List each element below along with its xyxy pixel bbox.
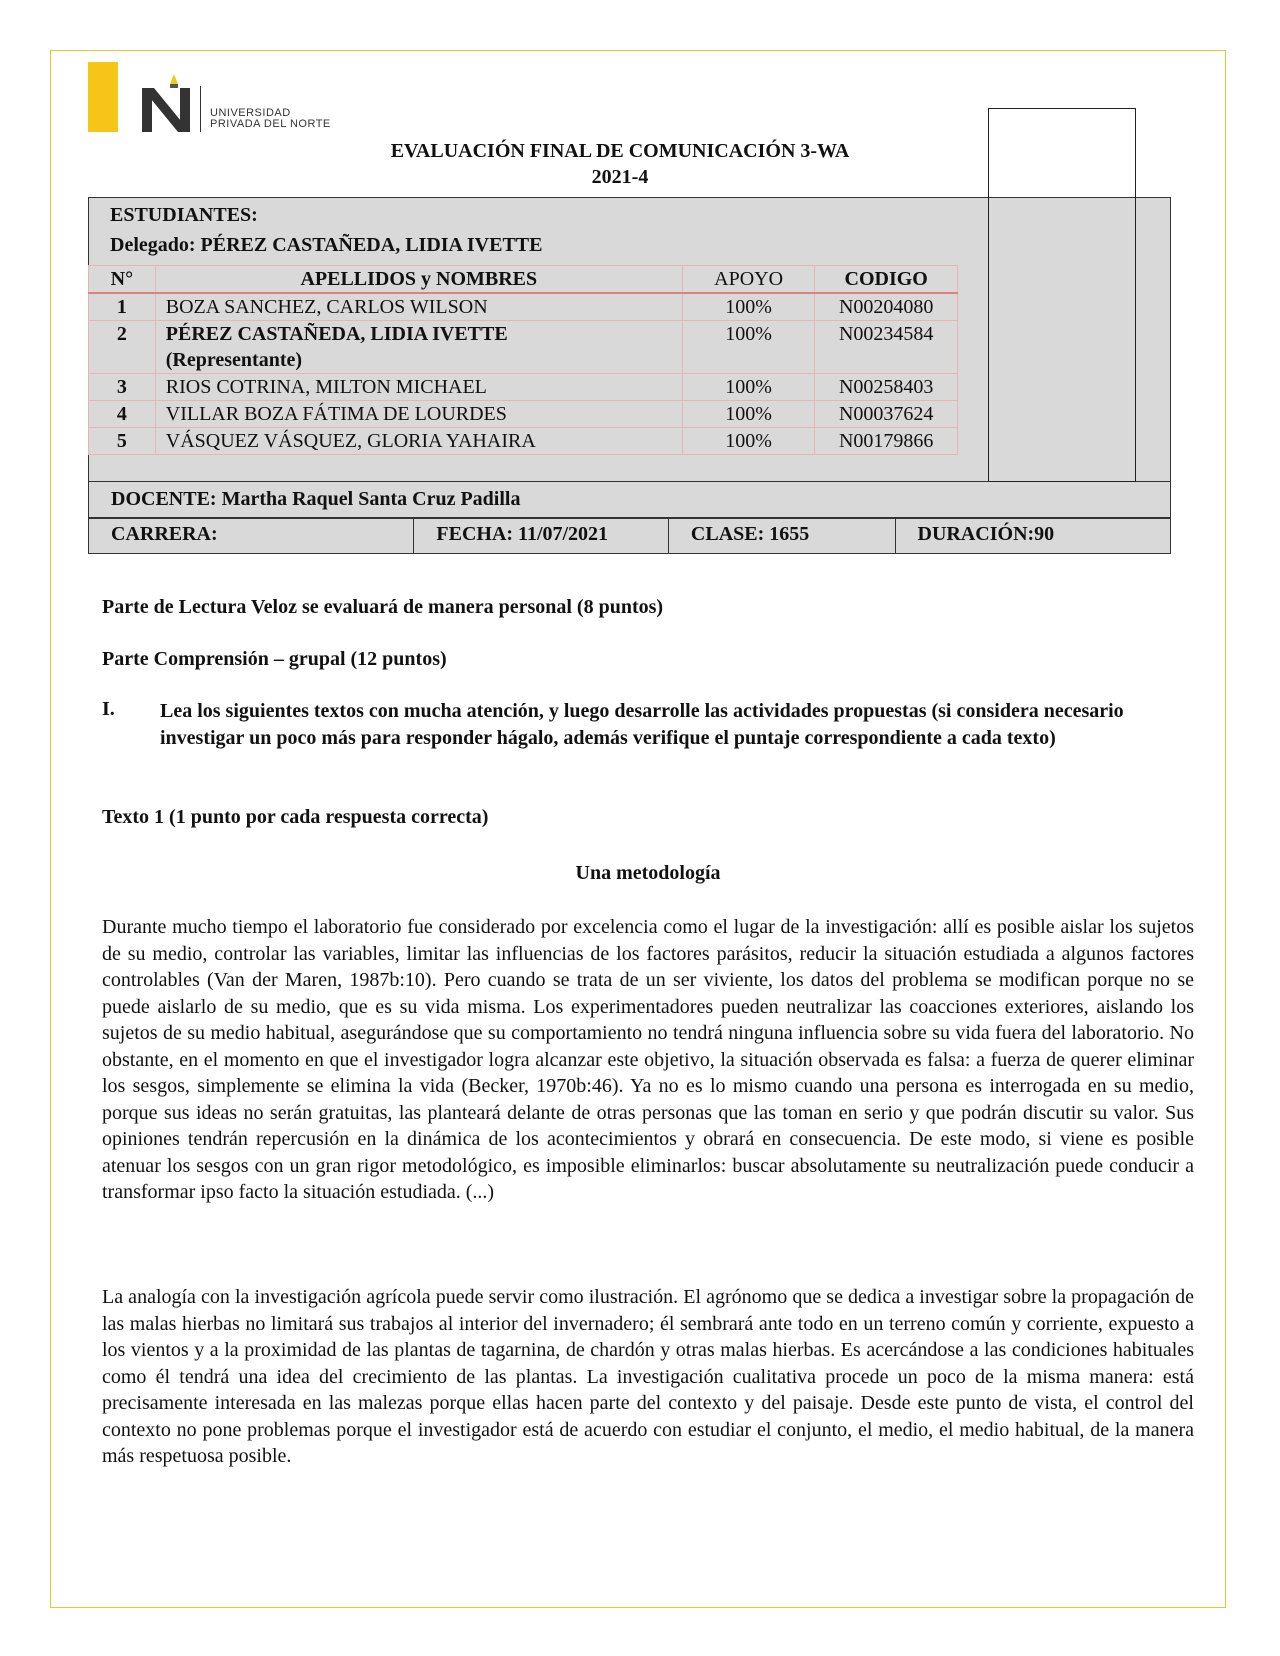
logo-divider: [200, 86, 201, 132]
col-support: APOYO: [682, 266, 815, 294]
table-row: [89, 401, 958, 428]
row-name: [155, 321, 682, 374]
duracion-cell: DURACIÓN:90: [917, 523, 1055, 545]
reading-title: Una metodología: [575, 862, 721, 884]
row-support: 100%: [682, 293, 815, 321]
university-line1: UNIVERSIDAD: [210, 107, 291, 119]
row-number: 3: [89, 374, 156, 401]
docente-label: DOCENTE: Martha Raquel Santa Cruz Padilla: [111, 488, 521, 510]
university-line2: PRIVADA DEL NORTE: [210, 118, 331, 130]
reading-paragraph-2: La analogía con la investigación agrícola puede servir como ilustración. El agrónomo que se dedica a investigar sobre la propagación de las malas hierbas no limitará sus trabajos al interior del invernadero; él sembrará ante todo en un terreno común y corriente, expuesto a los vientos y a la proximidad de las plantas de tagarnina, de chardón y otras malas hierbas. Es acercándose a las condiciones habituales como él tendrá una idea del crecimiento de las plantas. La investigación cualitativa procede un poco de la misma manera: está precisamente interesada en las malezas porque ellas hacen parte del contexto y del paisaje. Desde este punto de vista, el control del contexto no pone problemas porque el investigador está de acuerdo con estudiar el conjunto, el medio, el medio habitual, de la manera más respetuosa posible.: [102, 1286, 1194, 1467]
photo-box-inner: [988, 197, 1136, 482]
table-header-row: [89, 266, 958, 294]
delegate-label: Delegado: PÉREZ CASTAÑEDA, LIDIA IVETTE: [110, 234, 543, 256]
carrera-cell: CARRERA:: [89, 519, 414, 553]
table-row: [89, 428, 958, 455]
row-support: 100%: [682, 321, 815, 374]
university-name: [210, 108, 331, 130]
row-support: 100%: [682, 401, 815, 428]
university-logo-icon: [140, 72, 196, 134]
row-name: VÁSQUEZ VÁSQUEZ, GLORIA YAHAIRA: [155, 428, 682, 455]
texto1-heading: Texto 1 (1 punto por cada respuesta correcta): [102, 806, 489, 828]
row-code: N00258403: [815, 374, 958, 401]
logo-yellow-bar: [88, 62, 118, 132]
row-support: 100%: [682, 374, 815, 401]
row-code: N00204080: [815, 293, 958, 321]
exam-title: EVALUACIÓN FINAL DE COMUNICACIÓN 3-WA: [390, 140, 850, 162]
row-number: 4: [89, 401, 156, 428]
table-row: [89, 321, 958, 374]
table-row: [89, 293, 958, 321]
row-support: 100%: [682, 428, 815, 455]
row-code: N00179866: [815, 428, 958, 455]
row-name-note: (Representante): [165, 349, 303, 371]
reading-paragraph-1: Durante mucho tiempo el laboratorio fue considerado por excelencia como el lugar de la investigación: allí es posible aislar los sujetos de su medio, controlar las variables, limitar las influencias de los factores parásitos, reducir la situación estudiada a algunos factores controlables (Van der Maren, 1987b:10). Pero cuando se trata de un ser viviente, los datos del problema se modifican porque no se puede aislarlo de su medio, que es su vida misma. Los experimentadores pueden neutralizar las coacciones exteriores, aislando los sujetos de su medio habitual, asegurándose que su comportamiento no tendrá ninguna influencia sobre su vida fuera del laboratorio. No obstante, en el momento en que el investigador logra alcanzar este objetivo, la situación observada es falsa: a fuerza de querer eliminar los sesgos, simplemente se elimina la vida (Becker, 1970b:46). Ya no es lo mismo cuando una persona es interrogada en su medio, porque sus ideas no serán gratuitas, las planteará delante de otras personas que las toman en serio y que podrán discutir su valor. Sus opiniones tendrán repercusión en la dinámica de los acontecimientos y obrará en consecuencia. De este modo, si viene es posible atenuar los sesgos con un gran rigor metodológico, es imposible eliminarlos: buscar absolutamente su neutralización puede conducir a transformar ipso facto la situación estudiada. (...): [102, 916, 1194, 1203]
exam-period: 2021-4: [591, 166, 649, 188]
table-row: [89, 374, 958, 401]
instruction-number: I.: [102, 698, 115, 720]
info-row: [88, 518, 1171, 554]
row-number: 2: [89, 321, 156, 374]
fecha-cell: FECHA: 11/07/2021: [414, 519, 669, 553]
col-name: APELLIDOS y NOMBRES: [155, 266, 682, 294]
col-number: N°: [89, 266, 156, 294]
row-name-text: PÉREZ CASTAÑEDA, LIDIA IVETTE: [165, 323, 508, 345]
row-name: BOZA SANCHEZ, CARLOS WILSON: [155, 293, 682, 321]
docente-row: [88, 482, 1171, 518]
row-number: 5: [89, 428, 156, 455]
students-label: ESTUDIANTES:: [110, 204, 258, 226]
row-number: 1: [89, 293, 156, 321]
row-name: VILLAR BOZA FÁTIMA DE LOURDES: [155, 401, 682, 428]
col-code: CODIGO: [815, 266, 958, 294]
students-table: [88, 265, 958, 455]
row-code: N00234584: [815, 321, 958, 374]
part2-heading: Parte Comprensión – grupal (12 puntos): [102, 648, 447, 670]
row-code: N00037624: [815, 401, 958, 428]
part1-heading: Parte de Lectura Veloz se evaluará de manera personal (8 puntos): [102, 596, 664, 618]
row-name: RIOS COTRINA, MILTON MICHAEL: [155, 374, 682, 401]
instruction-text: Lea los siguientes textos con mucha atención, y luego desarrolle las actividades propuestas (si considera necesario investigar un poco más para responder hágalo, además verifique el puntaje correspondiente a cada texto): [160, 700, 1124, 749]
clase-cell: CLASE: 1655: [669, 519, 896, 553]
